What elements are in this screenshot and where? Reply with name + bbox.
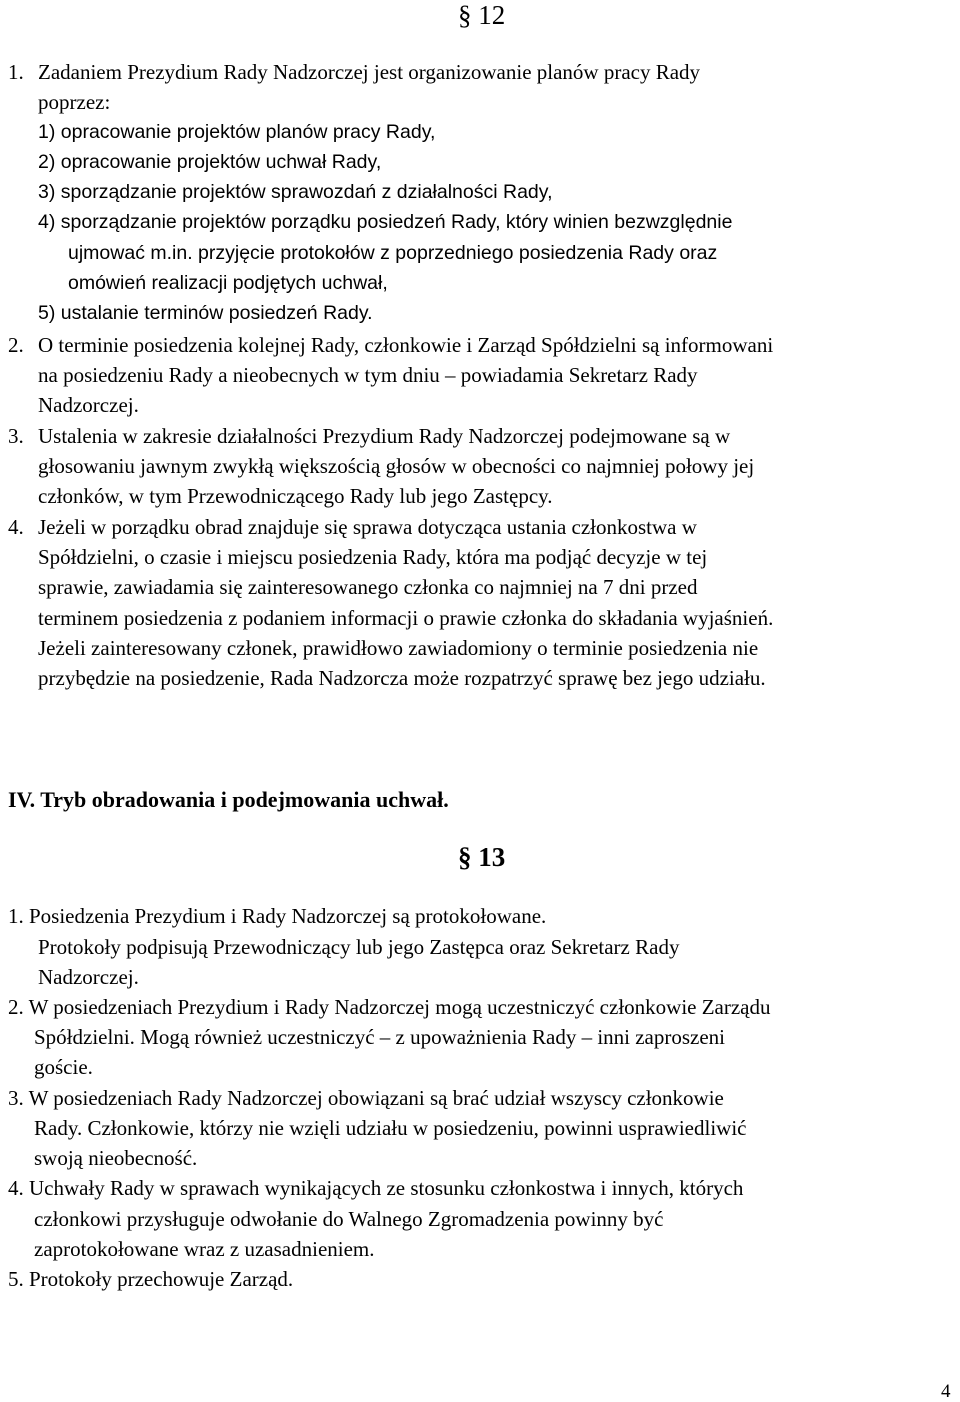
point-number: 2.	[8, 333, 24, 357]
text-line: poprzez:	[38, 90, 111, 114]
text-line: 4. Uchwały Rady w sprawach wynikających ze stosunku członkostwa i innych, których	[8, 1176, 744, 1200]
list-item: 5) ustalanie terminów posiedzeń Rady.	[38, 302, 373, 324]
text-line: Rady. Członkowie, którzy nie wzięli udziału w posiedzeniu, powinni usprawiedliwić	[34, 1116, 747, 1140]
text-line: Jeżeli zainteresowany członek, prawidłowo zawiadomiony o terminie posiedzenia nie	[38, 636, 759, 660]
list-item: 3) sporządzanie projektów sprawozdań z działalności Rady,	[38, 181, 553, 203]
text-line: sprawie, zawiadamia się zainteresowanego członka co najmniej na 7 dni przed	[38, 575, 698, 599]
list-item: 1) opracowanie projektów planów pracy Rady,	[38, 121, 436, 143]
text-line: Jeżeli w porządku obrad znajduje się sprawa dotycząca ustania członkostwa w	[38, 515, 697, 539]
text-line: swoją nieobecność.	[34, 1146, 198, 1170]
text-line: goście.	[34, 1055, 93, 1079]
text-line: na posiedzeniu Rady a nieobecnych w tym dniu – powiadamia Sekretarz Rady	[38, 363, 698, 387]
text-line: O terminie posiedzenia kolejnej Rady, członkowie i Zarząd Spółdzielni są informowani	[38, 333, 774, 357]
text-line: Spółdzielni. Mogą również uczestniczyć – z upoważnienia Rady – inni zaproszeni	[34, 1025, 726, 1049]
point-number: 3.	[8, 424, 24, 448]
chapter-heading: IV. Tryb obradowania i podejmowania uchwał.	[8, 787, 449, 812]
text-line: Ustalenia w zakresie działalności Prezydium Rady Nadzorczej podejmowane są w	[38, 424, 731, 448]
text-line: Spółdzielni, o czasie i miejscu posiedzenia Rady, która ma podjąć decyzje w tej	[38, 545, 708, 569]
text-line: Nadzorczej.	[38, 393, 139, 417]
page-number: 4	[941, 1381, 951, 1402]
text-line: członkowi przysługuje odwołanie do Walnego Zgromadzenia powinny być	[34, 1207, 664, 1231]
point-number: 1.	[8, 60, 24, 84]
list-item: 4) sporządzanie projektów porządku posiedzeń Rady, który winien bezwzględnie	[38, 211, 733, 233]
text-line: Nadzorczej.	[38, 965, 139, 989]
text-line: członków, w tym Przewodniczącego Rady lub jego Zastępcy.	[38, 484, 553, 508]
text-line: 1. Posiedzenia Prezydium i Rady Nadzorczej są protokołowane.	[8, 904, 547, 928]
list-item-continuation: omówień realizacji podjętych uchwał,	[68, 272, 388, 294]
text-line: zaprotokołowane wraz z uzasadnieniem.	[34, 1237, 375, 1261]
text-line: terminem posiedzenia z podaniem informacji o prawie członka do składania wyjaśnień.	[38, 606, 774, 630]
point-number: 4.	[8, 515, 24, 539]
text-line: 2. W posiedzeniach Prezydium i Rady Nadzorczej mogą uczestniczyć członkowie Zarządu	[8, 995, 771, 1019]
text-line: 5. Protokoły przechowuje Zarząd.	[8, 1267, 294, 1291]
text-line: przybędzie na posiedzenie, Rada Nadzorcza może rozpatrzyć sprawę bez jego udziału.	[38, 666, 766, 690]
text-line: 3. W posiedzeniach Rady Nadzorczej obowiązani są brać udział wszyscy członkowie	[8, 1086, 724, 1110]
list-item: 2) opracowanie projektów uchwał Rady,	[38, 151, 382, 173]
text-line: Protokoły podpisują Przewodniczący lub jego Zastępca oraz Sekretarz Rady	[38, 935, 680, 959]
text-line: głosowaniu jawnym zwykłą większością głosów w obecności co najmniej połowy jej	[38, 454, 755, 478]
section-12-heading: § 12	[458, 0, 506, 30]
section-13-heading: § 13	[458, 842, 506, 872]
list-item-continuation: ujmować m.in. przyjęcie protokołów z poprzedniego posiedzenia Rady oraz	[68, 242, 718, 264]
text-line: Zadaniem Prezydium Rady Nadzorczej jest organizowanie planów pracy Rady	[38, 60, 701, 84]
